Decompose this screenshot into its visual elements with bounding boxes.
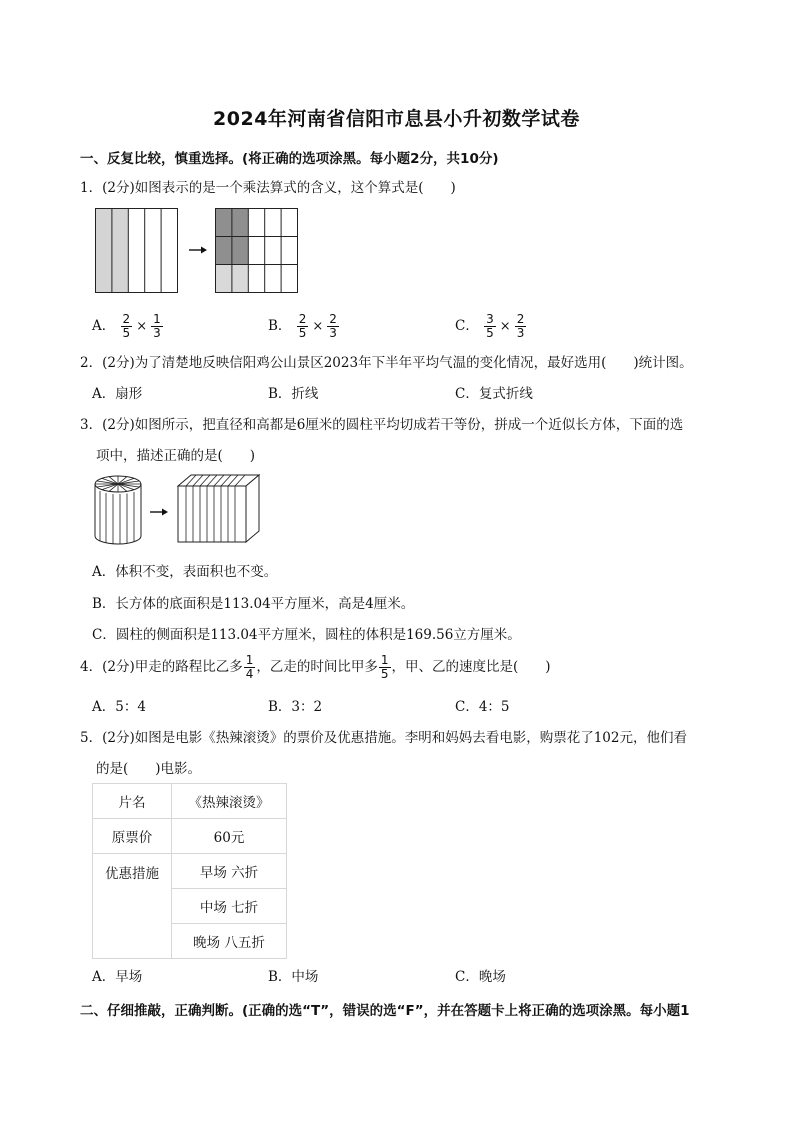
- table-cell: 60元: [172, 819, 287, 854]
- fraction: $\frac{1}{4}$: [245, 653, 254, 681]
- q5-option-c[interactable]: C．晚场: [455, 969, 506, 985]
- q4-option-a[interactable]: A．5：4: [92, 699, 146, 715]
- fraction: $\frac{2}{3}$: [516, 312, 525, 340]
- q5-stem-line1: 5．(2分)如图是电影《热辣滚烫》的票价及优惠措施。李明和妈妈去看电影，购票花了102元，他们看: [80, 730, 687, 746]
- q2-option-a[interactable]: A．扇形: [92, 386, 143, 402]
- table-cell: 晚场 八五折: [172, 924, 287, 959]
- q4-option-b[interactable]: B．3：2: [268, 699, 323, 715]
- ticket-price-table: [92, 783, 287, 959]
- table-cell: 中场 七折: [172, 889, 287, 924]
- table-cell: 优惠措施: [93, 854, 172, 959]
- q5-option-a[interactable]: A．早场: [92, 969, 143, 985]
- table-row: [93, 819, 287, 854]
- q5-option-b[interactable]: B．中场: [268, 969, 319, 985]
- q2-option-c[interactable]: C．复式折线: [455, 386, 533, 402]
- q3-option-a[interactable]: A．体积不变，表面积也不变。: [92, 564, 278, 580]
- section-2-heading: 二、仔细推敲，正确判断。(正确的选“T”，错误的选“F”，并在答题卡上将正确的选项涂黑。每小题1: [80, 1003, 690, 1019]
- q3-stem-line1: 3．(2分)如图所示，把直径和高都是6厘米的圆柱平均切成若干等份，拼成一个近似长方体，下面的选: [80, 417, 684, 433]
- q4-stem: 4．(2分)甲走的路程比乙多 $\frac{1}{4}$ ，乙走的时间比甲多 $\frac{1}{5}$ ，甲、乙的速度比是( ): [80, 653, 551, 681]
- q1-option-c[interactable]: C． $\frac{3}{5}$ × $\frac{2}{3}$: [455, 312, 525, 340]
- q2-option-b[interactable]: B．折线: [268, 386, 319, 402]
- q4-option-c[interactable]: C．4：5: [455, 699, 510, 715]
- fraction: $\frac{1}{3}$: [153, 312, 161, 340]
- q2-stem: 2．(2分)为了清楚地反映信阳鸡公山景区2023年下半年平均气温的变化情况，最好选用( )统计图。: [80, 355, 693, 371]
- q3-stem-line2: 项中，描述正确的是( ): [96, 448, 256, 464]
- q3-figure: [92, 472, 267, 550]
- fraction: $\frac{2}{5}$: [298, 312, 307, 340]
- page-title: 2024年河南省信阳市息县小升初数学试卷: [213, 108, 580, 130]
- fraction: $\frac{1}{5}$: [380, 653, 389, 681]
- fraction: $\frac{2}{5}$: [122, 312, 131, 340]
- q3-option-b[interactable]: B．长方体的底面积是113.04平方厘米，高是4厘米。: [92, 596, 415, 612]
- q1-option-b[interactable]: B． $\frac{2}{5}$ × $\frac{2}{3}$: [268, 312, 337, 340]
- fraction: $\frac{3}{5}$: [486, 312, 494, 340]
- q1-figure: [95, 208, 300, 294]
- q1-stem: 1．(2分)如图表示的是一个乘法算式的含义，这个算式是( ): [80, 180, 456, 196]
- table-row: [93, 854, 287, 889]
- table-cell: 早场 六折: [172, 854, 287, 889]
- table-cell: 片名: [93, 784, 172, 819]
- table-cell: 原票价: [93, 819, 172, 854]
- section-1-heading: 一、反复比较，慎重选择。(将正确的选项涂黑。每小题2分，共10分): [80, 151, 499, 167]
- table-row: [93, 784, 287, 819]
- q3-option-c[interactable]: C．圆柱的侧面积是113.04平方厘米，圆柱的体积是169.56立方厘米。: [92, 627, 521, 643]
- q1-option-a[interactable]: A． $\frac{2}{5}$ × $\frac{1}{3}$: [92, 312, 161, 340]
- table-cell: 《热辣滚烫》: [172, 784, 287, 819]
- fraction: $\frac{2}{3}$: [329, 312, 337, 340]
- q5-stem-line2: 的是( )电影。: [96, 761, 202, 777]
